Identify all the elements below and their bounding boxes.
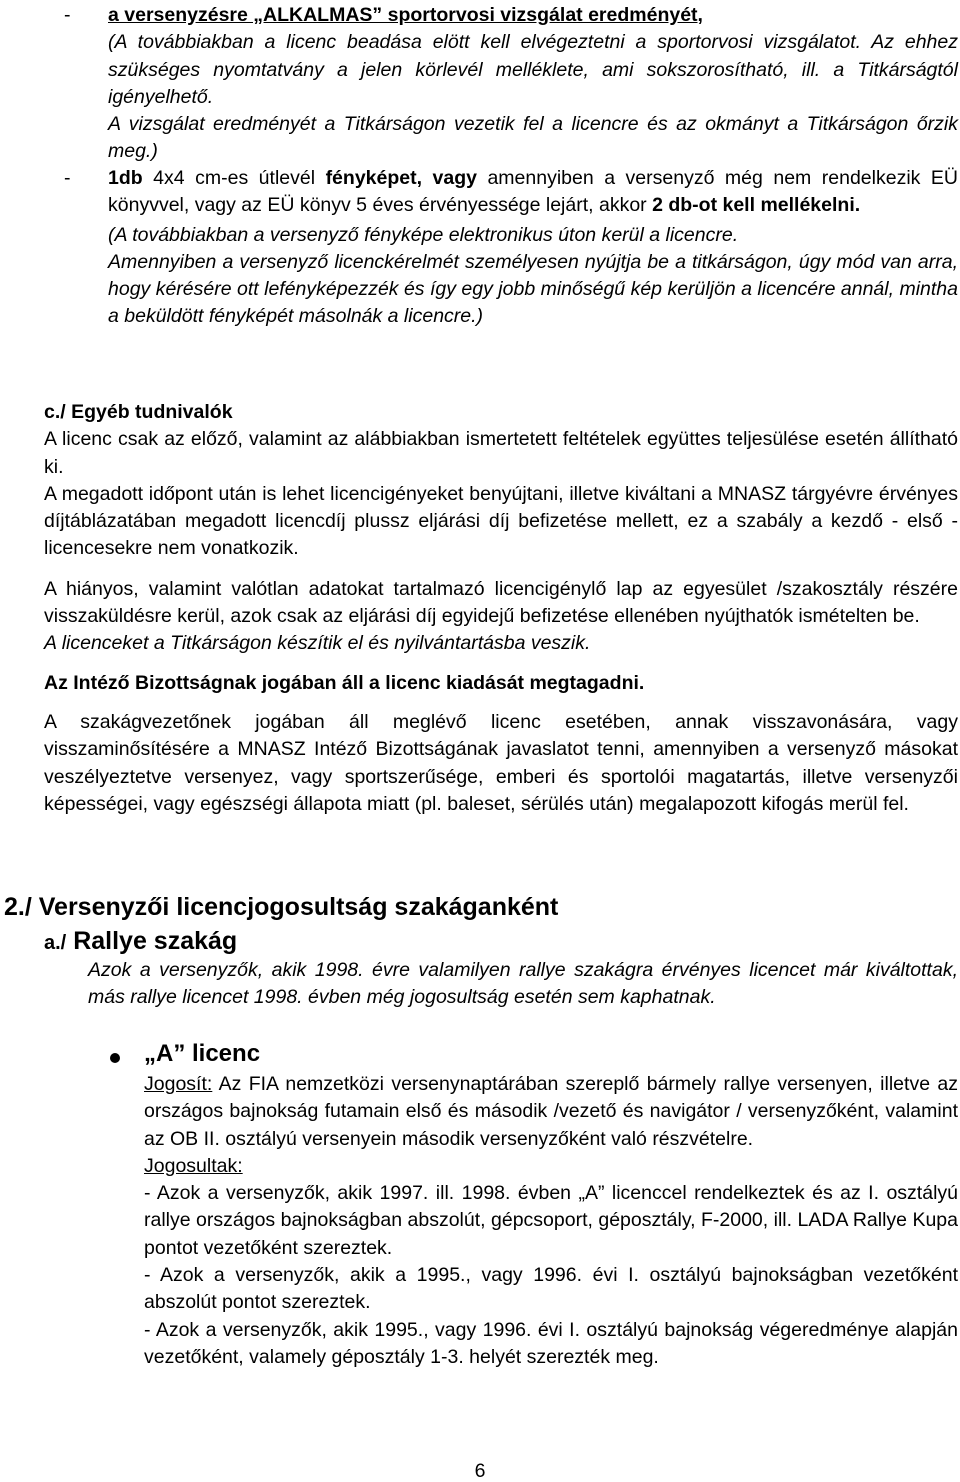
section-2a-title: Rallye szakág <box>66 927 238 955</box>
bullet-icon <box>110 1053 120 1063</box>
a-licence-block <box>110 1037 958 1371</box>
photo-requirement <box>108 165 958 220</box>
medical-note: (A továbbiakban a licenc beadása elött kell elvégeztetni a sportorvosi vizsgálatot. Az ehhez szükséges nyomtatvány a jelen körlevél melléklete, ami sokszorosítható, ill. a Titkárságtól igényelhető. <box>108 31 958 108</box>
paragraph-c5: Az Intéző Bizottságnak jogában áll a licenc kiadását megtagadni. <box>44 671 645 694</box>
photo-text-2: amennyiben a versenyző még nem rendelkezik EÜ könyvvel, vagy az EÜ könyv 5 éves érvényessége lejárt, akkor <box>108 167 958 217</box>
section-2a-prefix: a./ <box>44 932 67 954</box>
photo-label: fényképet, vagy <box>325 167 477 189</box>
paragraph-c3: A hiányos, valamint valótlan adatokat tartalmazó licencigénylő lap az egyesület /szakosztály részére visszaküldésre kerül, azok csak az eljárási díj egyidejű befizetése ellenében nyújthatók ismételten be. <box>44 577 958 628</box>
jogosit-label: Jogosít: <box>144 1073 213 1095</box>
paragraph-c4: A licenceket a Titkárságon készítik el és nyilvántartásba veszik. <box>44 632 591 655</box>
section-c-prefix: c. <box>44 401 61 423</box>
section-2a-heading <box>44 925 944 959</box>
jogosultak-item-2: - Azok a versenyzők, akik a 1995., vagy 1996. évi I. osztályú bajnokságban vezetőként abszolút pontot szereztek. <box>144 1264 958 1314</box>
photo-note-2: Amennyiben a versenyző licenckérelmét személyesen nyújtja be a titkárságon, úgy mód van arra, hogy kérésére ott lefényképezzék és így egy jobb minőségű kép kerüljön a licencére annál, mintha a beküldött fényképét másolnák a licencre.) <box>108 250 958 328</box>
paragraph-c6: A szakágvezetőnek jogában áll meglévő licenc esetében, annak visszavonására, vagy visszaminősítésére a MNASZ Intéző Bizottságának javaslatot tenni, amennyiben a versenyző másokat veszélyeztetve versenyez, vagy sportszerűsége, emberi és sportolói magatartás, illetve versenyzői képességei, vagy egészségi állapota miatt (pl. baleset, sérülés után) megalapozott kifogás merül fel. <box>44 710 958 815</box>
jogosultak-item-1: - Azok a versenyzők, akik 1997. ill. 1998. évben „A” licenccel rendelkeztek és az I. osztályú rallye országos bajnokságban abszolút, gépcsoport, géposztály, F-2000, ill. LADA Rallye Kupa pontot vezetőként szereztek. <box>144 1182 958 1259</box>
jogosultak-label: Jogosultak: <box>144 1154 243 1177</box>
medical-requirement: a versenyzésre „ALKALMAS” sportorvosi vizsgálat eredményét, <box>108 4 703 26</box>
jogosultak-item-3: - Azok a versenyzők, akik 1995., vagy 1996. évi I. osztályú bajnokság végeredménye alapján vezetőként, valamely géposztály 1-3. helyét szerezték meg. <box>144 1318 958 1368</box>
jogosit-text: Az FIA nemzetközi versenynaptárában szereplő bármely rallye versenyen, illetve az országos bajnokság futamain első és második /vezető és navigátor / versenyzőként, valamint az OB II. osztályú versenyein második versenyzőként való részvételre. <box>144 1073 958 1150</box>
section-c <box>44 399 958 818</box>
jogosit-paragraph <box>144 1071 958 1153</box>
rallye-intro: Azok a versenyzők, akik 1998. évre valamilyen rallye szakágra érvényes licencet már kiváltottak, más rallye licencet 1998. évben még jogosultság esetén sem kaphatnak. <box>88 959 958 1009</box>
photo-count-2: 2 db-ot kell mellékelni. <box>652 194 861 217</box>
photo-text: 4x4 cm-es útlevél <box>142 167 326 189</box>
medical-note-storage: A vizsgálat eredményét a Titkárságon vezetik fel a licencre és az okmányt a Titkárságon őrzik meg.) <box>108 113 958 163</box>
a-licence-title: „A” licenc <box>144 1040 261 1067</box>
paragraph-c2: A megadott időpont után is lehet licencigényeket benyújtani, illetve kiváltani a MNASZ tárgyévre érvényes díjtáblázatában megadott licencdíj plussz eljárási díj befizetése mellett, ez a szabály a kezdő - első - licencesekre nem vonatkozik. <box>44 482 958 560</box>
section-2-heading: 2./ Versenyzői licencjogosultság szakáganként <box>4 893 559 921</box>
section-c-title: / Egyéb tudnivalók <box>60 401 233 423</box>
paragraph-c1: A licenc csak az előző, valamint az alábbiakban ismertetett feltételek együttes teljesülése esetén állítható ki. <box>44 428 958 478</box>
dash-marker: - <box>64 167 71 189</box>
section-c-heading <box>44 399 958 426</box>
dash-marker: - <box>64 4 71 26</box>
photo-count: 1db <box>108 167 143 189</box>
page-number: 6 <box>474 1460 486 1482</box>
list-item-photo <box>64 165 958 331</box>
photo-note-1: (A továbbiakban a versenyző fényképe elektronikus úton kerül a licencre. <box>108 223 739 246</box>
list-item-medical <box>64 2 958 166</box>
